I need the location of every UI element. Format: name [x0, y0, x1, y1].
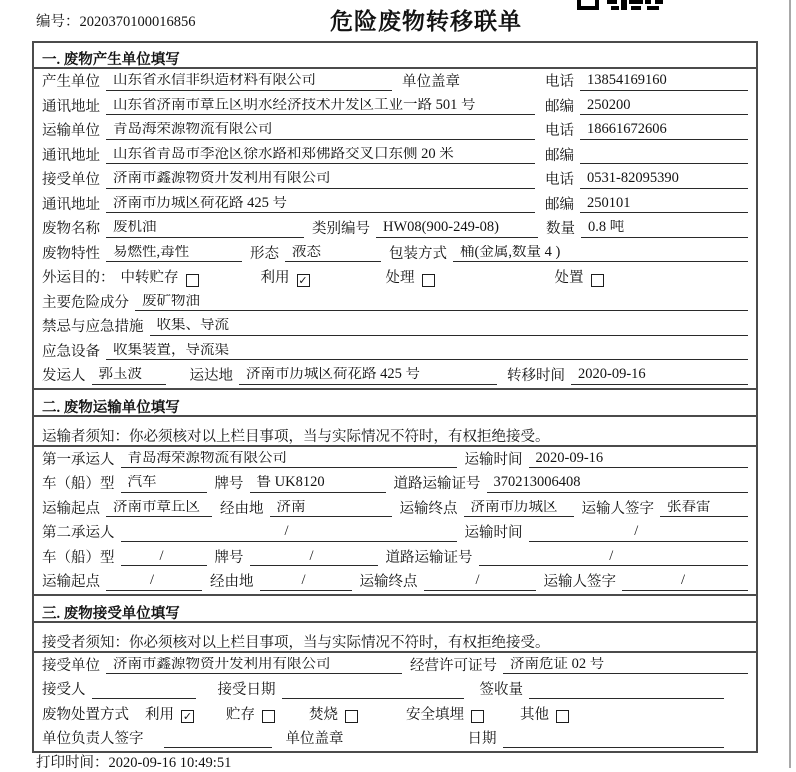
taboo-label: 禁忌与应急措施 [42, 319, 144, 336]
transporter-label: 运输单位 [42, 123, 100, 140]
checkbox-unchecked[interactable] [422, 274, 435, 287]
destination-value: 济南市历城区荷花路 425 号 [239, 367, 497, 384]
producer-address-value: 山东省济南市章丘区明水经济技术开发区工业一路 501 号 [106, 98, 535, 115]
quantity-value: 0.8 吨 [581, 220, 748, 237]
first-carrier-row [34, 447, 756, 472]
receiver-address-value: 济南市历城区荷花路 425 号 [106, 196, 535, 213]
checkbox-unchecked[interactable] [186, 274, 199, 287]
responsible-sign-row [34, 726, 756, 751]
second-vehicle-row [34, 545, 756, 570]
road-permit-label: 道路运输证号 [393, 476, 481, 493]
option-label: 焚烧 [309, 706, 338, 723]
purpose-option-transfer-storage [121, 271, 199, 286]
origin-label: 运输起点 [42, 574, 100, 591]
phone-label: 电话 [545, 123, 574, 140]
purpose-option-dispose [555, 271, 604, 286]
document-number: 编号：2020370100016856 [36, 14, 196, 30]
second-carrier-row [34, 520, 756, 545]
plate-label: 牌号 [214, 476, 244, 493]
receiver-phone-value: 0531-82095390 [580, 171, 748, 188]
taboo-value: 收集、导流 [150, 318, 749, 335]
waste-character-row [34, 241, 756, 266]
hazard-label: 主要危险成分 [42, 294, 129, 311]
receiver-notice: 接受者须知：你必须核对以上栏目事项，当与实际情况不符时，有权拒绝接受。 [34, 623, 756, 653]
checkbox-unchecked[interactable] [556, 710, 569, 723]
second-carrier-time-value: / [529, 524, 749, 541]
road-permit-value: 370213006408 [487, 475, 749, 492]
character-value: 易燃性,毒性 [106, 245, 242, 262]
road-permit-label: 道路运输证号 [385, 549, 473, 566]
shipper-label: 发运人 [42, 368, 86, 385]
receive-date-value [282, 683, 464, 699]
receiver-value: 济南市鑫源物资开发利用有限公司 [106, 171, 535, 188]
signed-qty-label: 签收量 [479, 682, 523, 699]
waste-name-row [34, 216, 756, 241]
option-label: 贮存 [226, 706, 255, 723]
endpoint-value: 济南市历城区 [464, 500, 574, 517]
page-title: 危险废物转移联单 [330, 9, 522, 34]
manifest-form [32, 41, 758, 753]
shipper-row [34, 363, 756, 388]
vehicle-type-label: 车（船）型 [42, 476, 115, 493]
producer-row [34, 69, 756, 94]
plate-value: / [250, 549, 378, 566]
equipment-value: 收集装置，导流渠 [106, 343, 748, 360]
equipment-label: 应急设备 [42, 343, 100, 360]
transporter-notice: 运输者须知：你必须核对以上栏目事项，当与实际情况不符时，有权拒绝接受。 [34, 417, 756, 447]
form-value: 液态 [285, 245, 381, 262]
transporter-row [34, 118, 756, 143]
first-vehicle-row [34, 471, 756, 496]
option-label: 处置 [554, 270, 584, 287]
first-carrier-time-value: 2020-09-16 [529, 451, 749, 468]
page-edge-divider [789, 0, 791, 768]
date-value [503, 732, 725, 748]
disposal-method-label: 废物处置方式 [42, 706, 129, 723]
hazard-row [34, 290, 756, 315]
origin-value: 济南市章丘区 [106, 500, 212, 517]
option-label: 利用 [145, 706, 174, 723]
accepting-unit-label: 接受单位 [42, 657, 100, 674]
date-label: 日期 [467, 731, 497, 748]
first-route-row [34, 496, 756, 521]
vehicle-type-value: / [121, 549, 207, 566]
via-label: 经由地 [220, 500, 264, 517]
checkbox-checked[interactable]: ✓ [182, 710, 193, 723]
endpoint-label: 运输终点 [399, 500, 458, 517]
producer-phone-value: 13854169160 [580, 73, 748, 90]
checkbox-unchecked[interactable] [471, 710, 484, 723]
address-label: 通讯地址 [42, 147, 100, 164]
packaging-value: 桶(金属,数量 4 ) [453, 245, 748, 262]
producer-address-row [34, 94, 756, 119]
taboo-row [34, 314, 756, 339]
phone-label: 电话 [545, 172, 574, 189]
zip-label: 邮编 [545, 196, 574, 213]
transporter-zip-value [580, 148, 748, 164]
responsible-sign-value [164, 732, 272, 748]
receiver-address-row [34, 192, 756, 217]
transfer-time-value: 2020-09-16 [571, 367, 748, 384]
first-carrier-value: 青岛海荣源物流有限公司 [121, 451, 457, 468]
transporter-value: 青岛海荣源物流有限公司 [106, 122, 535, 139]
character-label: 废物特性 [42, 245, 100, 262]
carrier-sign-value: 张春雷 [660, 500, 748, 517]
endpoint-label: 运输终点 [359, 574, 418, 591]
category-label: 类别编号 [312, 221, 370, 238]
form-label: 形态 [250, 245, 279, 262]
checkbox-unchecked[interactable] [591, 274, 604, 287]
second-carrier-label: 第二承运人 [42, 525, 115, 542]
address-label: 通讯地址 [42, 98, 100, 115]
transporter-address-row [34, 143, 756, 168]
carrier-sign-label: 运输人签字 [581, 500, 654, 517]
equipment-row [34, 339, 756, 364]
via-value: / [260, 573, 352, 590]
waste-name-label: 废物名称 [42, 221, 100, 238]
producer-label: 产生单位 [42, 74, 100, 91]
section1-header: 一. 废物产生单位填写 [34, 43, 756, 69]
transporter-address-value: 山东省青岛市李沧区徐水路和郑佛路交叉口东侧 20 米 [106, 147, 535, 164]
purpose-label: 外运目的： [42, 270, 115, 287]
license-label: 经营许可证号 [410, 657, 497, 674]
disposal-option-landfill [406, 708, 484, 723]
purpose-option-treat [386, 271, 435, 286]
quantity-label: 数量 [546, 221, 575, 238]
section3-header: 三. 废物接受单位填写 [34, 594, 756, 623]
disposal-option-incinerate [309, 708, 358, 723]
option-label: 中转贮存 [120, 270, 179, 287]
packaging-label: 包装方式 [389, 245, 447, 262]
producer-value: 山东省永信非织造材料有限公司 [106, 73, 392, 90]
transport-time-label: 运输时间 [464, 451, 523, 468]
address-label: 通讯地址 [42, 196, 100, 213]
disposal-option-other [520, 708, 569, 723]
carrier-sign-label: 运输人签字 [543, 574, 616, 591]
origin-value: / [106, 573, 202, 590]
disposal-option-utilize [145, 708, 194, 723]
origin-label: 运输起点 [42, 500, 100, 517]
zip-label: 邮编 [545, 147, 574, 164]
second-route-row [34, 569, 756, 594]
recipient-row [34, 677, 756, 702]
waste-name-value: 废机油 [106, 220, 304, 237]
via-value: 济南 [270, 500, 392, 517]
disposal-method-row [34, 702, 756, 727]
receiver-zip-value: 250101 [580, 196, 748, 213]
accepting-unit-row [34, 653, 756, 678]
second-carrier-value: / [121, 524, 457, 541]
vehicle-type-label: 车（船）型 [42, 549, 115, 566]
transfer-time-label: 转移时间 [507, 368, 565, 385]
accepting-unit-value: 济南市鑫源物资开发利用有限公司 [106, 657, 402, 674]
license-value: 济南危证 02 号 [503, 657, 748, 674]
road-permit-value: / [479, 549, 749, 566]
purpose-option-utilize [261, 271, 310, 286]
transport-time-label: 运输时间 [464, 525, 523, 542]
transporter-phone-value: 18661672606 [580, 122, 748, 139]
hazard-value: 废矿物油 [135, 294, 748, 311]
qr-code-fragment-icon [577, 0, 663, 11]
vehicle-type-value: 汽车 [121, 475, 207, 492]
checkbox-unchecked[interactable] [345, 710, 358, 723]
endpoint-value: / [424, 573, 536, 590]
shipper-value: 郭玉波 [92, 367, 166, 384]
first-carrier-label: 第一承运人 [42, 451, 115, 468]
unit-seal-label: 单位盖章 [285, 731, 344, 748]
plate-value: 鲁 UK8120 [250, 475, 386, 492]
phone-label: 电话 [545, 74, 574, 91]
option-label: 处理 [385, 270, 415, 287]
signed-qty-value [529, 683, 724, 699]
seal-label: 单位盖章 [402, 74, 460, 91]
plate-label: 牌号 [214, 549, 244, 566]
category-value: HW08(900-249-08) [376, 220, 538, 237]
responsible-sign-label: 单位负责人签字 [42, 731, 144, 748]
producer-zip-value: 250200 [580, 98, 748, 115]
option-label: 安全填埋 [406, 706, 464, 723]
zip-label: 邮编 [545, 98, 574, 115]
option-label: 其他 [520, 706, 549, 723]
destination-label: 运达地 [189, 368, 233, 385]
via-label: 经由地 [210, 574, 254, 591]
option-label: 利用 [260, 270, 290, 287]
receiver-label: 接受单位 [42, 172, 100, 189]
receiver-row [34, 167, 756, 192]
recipient-value [92, 683, 196, 699]
purpose-row [34, 265, 756, 290]
checkbox-checked[interactable]: ✓ [298, 273, 308, 287]
section2-header: 二. 废物运输单位填写 [34, 388, 756, 417]
disposal-option-storage [226, 708, 275, 723]
carrier-sign-value: / [622, 573, 748, 590]
receive-date-label: 接受日期 [217, 682, 276, 699]
recipient-label: 接受人 [42, 682, 86, 699]
checkbox-unchecked[interactable] [262, 710, 275, 723]
print-timestamp: 打印时间：2020-09-16 10:49:51 [36, 755, 232, 771]
